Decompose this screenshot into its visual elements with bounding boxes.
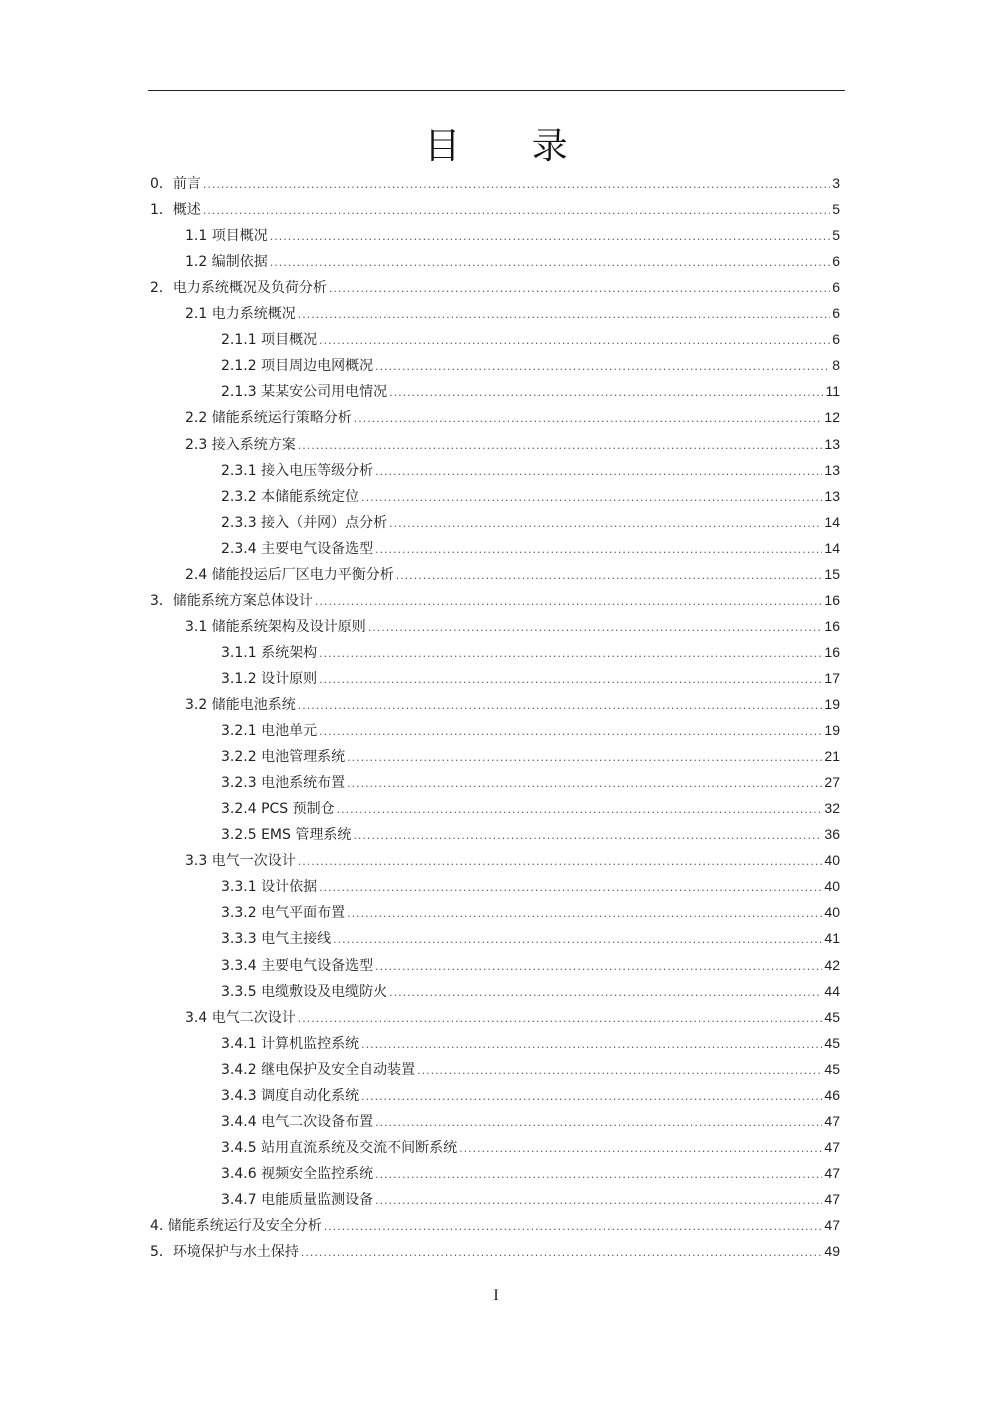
toc-entry[interactable]	[0, 795, 992, 821]
toc-entry[interactable]	[0, 300, 992, 326]
toc-entry-page: 21	[824, 748, 840, 765]
toc-entry-page: 11	[825, 383, 840, 400]
toc-leader-dots	[354, 406, 823, 432]
toc-entry[interactable]	[0, 587, 992, 613]
toc-entry-page: 45	[824, 1034, 840, 1051]
toc-leader-dots	[396, 563, 823, 589]
toc-entry[interactable]	[0, 899, 992, 925]
toc-entry[interactable]	[0, 196, 992, 222]
toc-entry-page: 15	[824, 565, 840, 582]
toc-entry[interactable]	[0, 1212, 992, 1238]
toc-leader-dots	[375, 354, 830, 380]
toc-entry-page: 17	[824, 669, 840, 686]
toc-entry[interactable]	[0, 639, 992, 665]
toc-entry-label: 3.2.3 电池系统布置	[221, 775, 346, 792]
toc-leader-dots	[347, 901, 822, 927]
toc-leader-dots	[347, 771, 822, 797]
toc-entry-label: 2.3.1 接入电压等级分析	[221, 462, 374, 479]
toc-leader-dots	[298, 693, 823, 719]
toc-entry-page: 45	[824, 1060, 840, 1077]
toc-entry[interactable]	[0, 769, 992, 795]
toc-entry[interactable]	[0, 613, 992, 639]
toc-entry-label: 2．电力系统概况及负荷分析	[150, 280, 327, 297]
toc-entry[interactable]	[0, 717, 992, 743]
toc-entry[interactable]	[0, 431, 992, 457]
toc-entry-page: 16	[824, 617, 840, 634]
toc-entry[interactable]	[0, 170, 992, 196]
toc-entry-label: 3.2 储能电池系统	[185, 697, 296, 713]
toc-leader-dots	[319, 719, 822, 745]
toc-leader-dots	[319, 667, 822, 693]
toc-entry-label: 2.1.3 某某安公司用电情况	[221, 384, 388, 401]
toc-entry-label: 2.3.2 本储能系统定位	[221, 488, 360, 505]
toc-entry-page: 19	[824, 696, 840, 712]
toc-entry[interactable]	[0, 691, 992, 717]
toc-entry-label: 2.1.1 项目概况	[221, 332, 318, 349]
toc-entry[interactable]	[0, 952, 992, 978]
toc-entry[interactable]	[0, 978, 992, 1004]
toc-leader-dots	[270, 224, 830, 250]
toc-entry-page: 40	[824, 852, 840, 869]
toc-leader-dots	[347, 745, 822, 771]
toc-leader-dots	[389, 511, 822, 537]
toc-leader-dots	[361, 1032, 822, 1058]
toc-entry-page: 47	[824, 1112, 840, 1129]
toc-entry-label: 3.4.6 视频安全监控系统	[221, 1165, 374, 1182]
toc-entry[interactable]	[0, 1160, 992, 1186]
toc-entry-page: 8	[832, 357, 840, 374]
toc-entry-label: 3.3.4 主要电气设备选型	[221, 957, 374, 974]
toc-entry-label: 3.4.5 站用直流系统及交流不间断系统	[221, 1139, 458, 1156]
toc-entry-page: 47	[824, 1138, 840, 1155]
toc-entry-label: 3.4 电气二次设计	[185, 1009, 296, 1026]
toc-entry[interactable]	[0, 483, 992, 509]
toc-leader-dots	[375, 1110, 822, 1136]
toc-leader-dots	[298, 1006, 823, 1032]
toc-entry-page: 40	[824, 904, 840, 921]
toc-entry-page: 13	[824, 461, 840, 478]
toc-leader-dots	[337, 797, 823, 823]
toc-entry[interactable]	[0, 1004, 992, 1030]
toc-leader-dots	[361, 485, 822, 511]
toc-entry-page: 49	[824, 1243, 840, 1260]
toc-entry-page: 36	[824, 826, 840, 843]
toc-entry[interactable]	[0, 352, 992, 378]
toc-entry-label: 3.4.2 继电保护及安全自动装置	[221, 1061, 416, 1078]
toc-entry[interactable]	[0, 561, 992, 587]
toc-entry-label: 3.2.4 PCS 预制仓	[221, 801, 335, 818]
toc-entry[interactable]	[0, 1108, 992, 1134]
toc-entry-label: 2.3.4 主要电气设备选型	[221, 540, 374, 557]
toc-leader-dots	[375, 537, 822, 563]
toc-entry-page: 3	[832, 175, 840, 191]
toc-entry-page: 14	[824, 539, 840, 556]
toc-entry[interactable]	[0, 378, 992, 404]
toc-entry-page: 46	[824, 1086, 840, 1103]
toc-entry[interactable]	[0, 665, 992, 691]
toc-entry-page: 5	[832, 201, 840, 218]
toc-entry-label: 3.4.1 计算机监控系统	[221, 1035, 360, 1052]
page-number: I	[493, 1287, 499, 1304]
toc-leader-dots	[375, 954, 822, 980]
toc-entry[interactable]	[0, 457, 992, 483]
toc-entry-label: 2.1.2 项目周边电网概况	[221, 358, 374, 375]
toc-entry[interactable]	[0, 925, 992, 951]
toc-entry-label: 3.2.2 电池管理系统	[221, 749, 346, 766]
toc-entry-page: 45	[824, 1008, 840, 1025]
toc-leader-dots	[301, 1240, 823, 1266]
toc-entry-page: 6	[832, 331, 840, 348]
toc-leader-dots	[298, 433, 823, 459]
toc-leader-dots	[270, 250, 830, 276]
toc-entry-label: 2.4 储能投运后厂区电力平衡分析	[185, 566, 394, 583]
toc-entry-label: 3.1 储能系统架构及设计原则	[185, 618, 366, 635]
toc-leader-dots	[203, 172, 830, 198]
toc-entry-label: 3.4.7 电能质量监测设备	[221, 1191, 374, 1208]
toc-entry-page: 12	[824, 409, 840, 426]
toc-entry-label: 3.3.2 电气平面布置	[221, 905, 346, 922]
toc-entry-label: 1.1 项目概况	[185, 228, 268, 245]
toc-entry-page: 13	[824, 487, 840, 504]
toc-entry[interactable]	[0, 1186, 992, 1212]
toc-entry[interactable]	[0, 274, 992, 300]
toc-entry-page: 16	[824, 643, 840, 660]
toc-entry[interactable]	[0, 248, 992, 274]
toc-entry-label: 3.3.1 设计依据	[221, 879, 318, 896]
toc-leader-dots	[368, 615, 823, 641]
toc-entry-label: 3.4.3 调度自动化系统	[221, 1087, 360, 1104]
toc-entry-page: 42	[824, 956, 840, 973]
toc-entry-page: 16	[824, 591, 840, 608]
toc-entry-page: 6	[832, 305, 840, 322]
toc-entry[interactable]	[0, 743, 992, 769]
toc-entry-label: 4. 储能系统运行及安全分析	[150, 1218, 322, 1234]
toc-entry-page: 47	[824, 1217, 840, 1233]
toc-entry-label: 3.1.2 设计原则	[221, 670, 318, 687]
toc-entry-page: 41	[824, 930, 840, 947]
toc-entry-page: 40	[824, 878, 840, 895]
header-rule	[148, 90, 845, 91]
toc-entry-label: 3．储能系统方案总体设计	[150, 592, 313, 609]
toc-entry-page: 19	[824, 722, 840, 739]
toc-leader-dots	[389, 980, 822, 1006]
toc-entry[interactable]	[0, 873, 992, 899]
toc-leader-dots	[319, 641, 822, 667]
toc-entry-label: 3.2.1 电池单元	[221, 723, 318, 740]
toc-entry-label: 3.3 电气一次设计	[185, 853, 296, 870]
toc-entry[interactable]	[0, 1056, 992, 1082]
toc-leader-dots	[333, 927, 822, 953]
toc-leader-dots	[324, 1214, 823, 1240]
toc-entry[interactable]	[0, 222, 992, 248]
toc-leader-dots	[315, 589, 823, 615]
toc-entry-label: 2.3 接入系统方案	[185, 436, 296, 453]
toc-entry-page: 13	[824, 435, 840, 452]
toc-entry[interactable]	[0, 821, 992, 847]
toc-entry[interactable]	[0, 326, 992, 352]
toc-leader-dots	[203, 198, 830, 224]
toc-leader-dots	[329, 276, 830, 302]
toc-entry-label: 1.2 编制依据	[185, 254, 268, 271]
toc-leader-dots	[298, 302, 830, 328]
toc-entry-label: 3.3.5 电缆敷设及电缆防火	[221, 983, 388, 1000]
toc-entry-label: 2.1 电力系统概况	[185, 306, 296, 323]
toc-leader-dots	[375, 459, 822, 485]
toc-leader-dots	[319, 875, 822, 901]
toc-entry-page: 6	[832, 279, 840, 296]
toc-leader-dots	[353, 823, 822, 849]
toc-entry-page: 5	[832, 227, 840, 244]
toc-entry-page: 14	[824, 513, 840, 530]
toc-leader-dots	[375, 1188, 822, 1214]
toc-entry[interactable]	[0, 1238, 992, 1264]
toc-leader-dots	[361, 1084, 822, 1110]
page-title: 目 录	[424, 126, 598, 167]
toc-entry-page: 47	[824, 1190, 840, 1207]
toc-entry-label: 0．前言	[150, 176, 201, 192]
toc-entry[interactable]	[0, 509, 992, 535]
toc-leader-dots	[417, 1058, 822, 1084]
toc-entry-label: 3.4.4 电气二次设备布置	[221, 1113, 374, 1130]
toc-entry[interactable]	[0, 847, 992, 873]
toc-entry[interactable]	[0, 1082, 992, 1108]
toc-entry-label: 5．环境保护与水土保持	[150, 1244, 299, 1261]
toc-entry-page: 47	[824, 1164, 840, 1181]
toc-entry-label: 3.1.1 系统架构	[221, 644, 318, 661]
toc-entry[interactable]	[0, 1134, 992, 1160]
toc-entry-label: 1．概述	[150, 202, 201, 219]
toc-entry-label: 3.2.5 EMS 管理系统	[221, 827, 352, 844]
toc-leader-dots	[319, 328, 830, 354]
toc-leader-dots	[389, 380, 823, 406]
toc-entry-page: 6	[832, 253, 840, 270]
toc-leader-dots	[298, 849, 823, 875]
toc-entry-label: 2.2 储能系统运行策略分析	[185, 410, 352, 427]
toc-entry-page: 27	[824, 774, 840, 791]
toc-entry-page: 44	[824, 982, 840, 999]
toc-entry[interactable]	[0, 404, 992, 430]
toc-entry-label: 2.3.3 接入（并网）点分析	[221, 514, 388, 531]
toc-leader-dots	[459, 1136, 822, 1162]
toc-entry-label: 3.3.3 电气主接线	[221, 931, 332, 948]
toc-leader-dots	[375, 1162, 822, 1188]
toc-entry[interactable]	[0, 535, 992, 561]
toc-entry[interactable]	[0, 1030, 992, 1056]
toc-entry-page: 32	[824, 800, 840, 817]
